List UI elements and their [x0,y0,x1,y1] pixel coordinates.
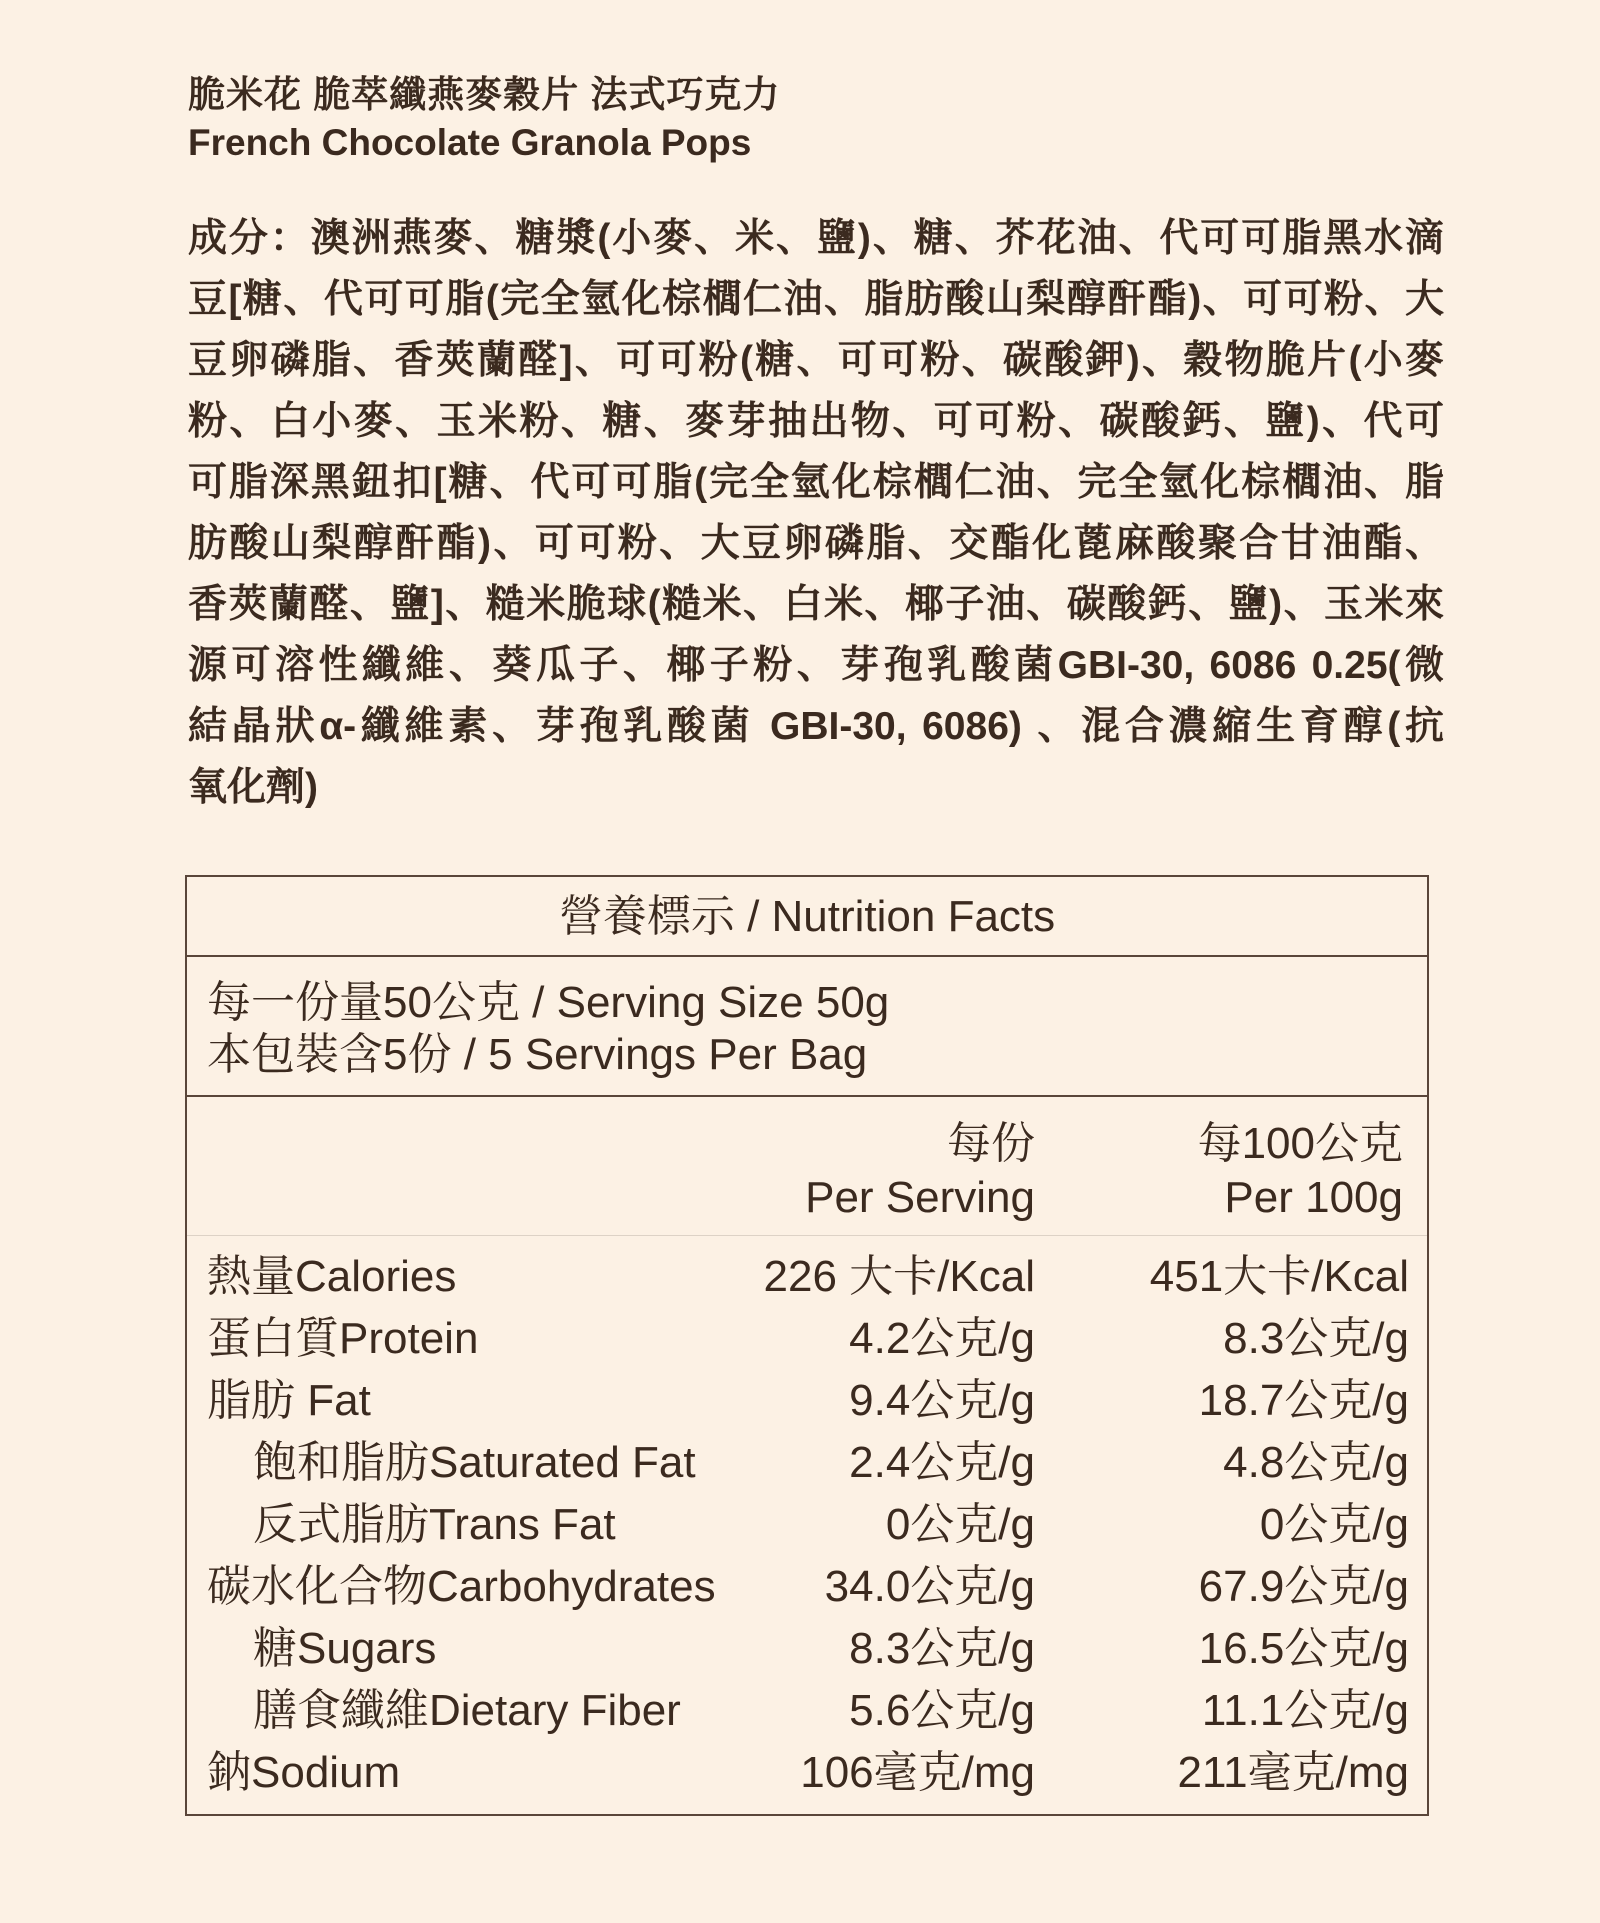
per-100g-value: 451大卡/Kcal [1149,1252,1409,1301]
nutrient-row [187,1680,1427,1742]
per-serving-value: 34.0公克/g [824,1562,1035,1611]
nutrient-row [187,1618,1427,1680]
product-title-chinese: 脆米花 脆萃纖燕麥穀片 法式巧克力 [188,74,781,115]
nutrient-row [187,1556,1427,1618]
nutrient-row [187,1742,1427,1804]
per-100g-header-zh: 每100公克 [1197,1119,1403,1168]
nutrient-label: 糖Sugars [253,1624,437,1673]
per-serving-value: 4.2公克/g [849,1314,1035,1363]
per-100g-value: 16.5公克/g [1198,1624,1409,1673]
nutrient-label: 熱量Calories [207,1252,457,1301]
per-100g-header-en: Per 100g [1224,1173,1403,1222]
nutrient-row [187,1494,1427,1556]
per-serving-header-zh: 每份 [947,1119,1035,1168]
per-serving-header [805,1117,1035,1225]
nutrient-label: 蛋白質Protein [207,1314,479,1363]
nutrient-row [187,1370,1427,1432]
per-serving-value: 226 大卡/Kcal [763,1252,1035,1301]
per-100g-value: 0公克/g [1259,1500,1409,1549]
ingredients-line: 成分：澳洲燕麥、糖漿(小麥、米、鹽)、糖、芥花油、代可可脂黑水滴 [188,217,1444,260]
per-100g-value: 211毫克/mg [1177,1748,1409,1797]
per-100g-value: 11.1公克/g [1201,1686,1409,1735]
ingredients-line: 可脂深黑鈕扣[糖、代可可脂(完全氫化棕櫚仁油、完全氫化棕櫚油、脂 [188,461,1444,504]
per-serving-header-en: Per Serving [805,1173,1035,1222]
per-serving-value: 106毫克/mg [800,1748,1035,1797]
per-100g-value: 18.7公克/g [1198,1376,1409,1425]
ingredients-line: 豆卵磷脂、香莢蘭醛]、可可粉(糖、可可粉、碳酸鉀)、穀物脆片(小麥 [188,339,1444,382]
nutrient-row [187,1246,1427,1308]
nutrient-row [187,1308,1427,1370]
ingredients-line: 粉、白小麥、玉米粉、糖、麥芽抽出物、可可粉、碳酸鈣、鹽)、代可 [188,400,1444,443]
ingredients-line: 豆[糖、代可可脂(完全氫化棕櫚仁油、脂肪酸山梨醇酐酯)、可可粉、大 [188,278,1444,321]
ingredients-line: 源可溶性纖維、葵瓜子、椰子粉、芽孢乳酸菌GBI-30, 6086 0.25(微 [188,644,1444,687]
nutrient-label: 碳水化合物Carbohydrates [207,1562,716,1611]
per-100g-value: 4.8公克/g [1223,1438,1409,1487]
nutrient-label: 膳食纖維Dietary Fiber [253,1686,681,1735]
per-serving-value: 2.4公克/g [849,1438,1035,1487]
nutrition-facts-table [185,875,1429,1816]
ingredients-list [188,208,1444,818]
serving-info [187,957,1427,1097]
nutrient-rows [187,1236,1427,1804]
nutrient-row [187,1432,1427,1494]
ingredients-line: 香莢蘭醛、鹽]、糙米脆球(糙米、白米、椰子油、碳酸鈣、鹽)、玉米來 [188,583,1444,626]
servings-per-bag: 本包裝含5份 / 5 Servings Per Bag [207,1030,868,1079]
per-serving-value: 0公克/g [885,1500,1035,1549]
per-serving-value: 5.6公克/g [849,1686,1035,1735]
per-serving-value: 8.3公克/g [849,1624,1035,1673]
ingredients-line: 結晶狀α-纖維素、芽孢乳酸菌 GBI-30, 6086) 、混合濃縮生育醇(抗 [188,705,1444,748]
per-100g-value: 8.3公克/g [1223,1314,1409,1363]
per-100g-header [1198,1117,1403,1225]
nutrient-label: 反式脂肪Trans Fat [253,1500,616,1549]
nutrient-label: 飽和脂肪Saturated Fat [253,1438,696,1487]
nutrient-label: 鈉Sodium [207,1748,401,1797]
nutrition-title: 營養標示 / Nutrition Facts [187,877,1427,957]
ingredients-line: 肪酸山梨醇酐酯)、可可粉、大豆卵磷脂、交酯化蓖麻酸聚合甘油酯、 [188,522,1444,565]
ingredients-line: 氧化劑) [188,766,318,809]
serving-size: 每一份量50公克 / Serving Size 50g [207,978,890,1027]
column-headers [187,1097,1427,1236]
per-serving-value: 9.4公克/g [849,1376,1035,1425]
product-title-english: French Chocolate Granola Pops [188,122,752,163]
nutrient-label: 脂肪 Fat [207,1376,371,1425]
per-100g-value: 67.9公克/g [1198,1562,1409,1611]
